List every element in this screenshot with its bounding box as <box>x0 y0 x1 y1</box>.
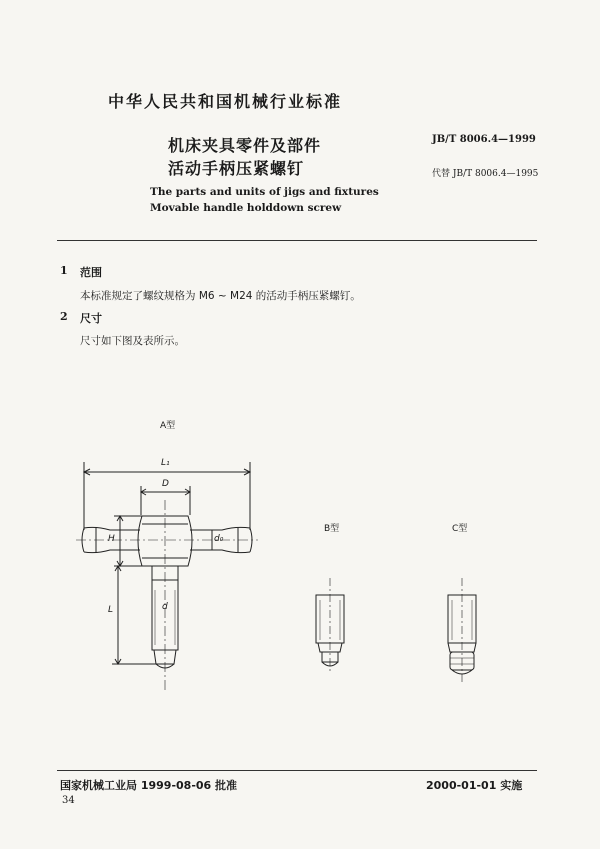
dim-label-d: D <box>162 479 169 489</box>
dim-label-l1: L₁ <box>161 458 170 468</box>
figure-label-type-a: A型 <box>160 421 176 431</box>
title-cn-line1: 机床夹具零件及部件 <box>168 136 322 155</box>
section-1-title: 范围 <box>80 266 102 279</box>
dim-label-d0: d₀ <box>214 534 224 544</box>
section-2-title: 尺寸 <box>80 312 102 325</box>
standard-number: JB/T 8006.4—1999 <box>432 134 536 145</box>
dim-label-d-thread: d <box>162 602 168 612</box>
footer-divider <box>57 770 537 771</box>
title-en-line2: Movable handle holddown screw <box>150 202 342 214</box>
figure-label-type-b: B型 <box>324 524 340 534</box>
footer-effective-date: 2000-01-01 实施 <box>426 779 523 792</box>
title-cn-line2: 活动手柄压紧螺钉 <box>168 159 305 178</box>
section-1-text: 本标准规定了螺纹规格为 M6 ~ M24 的活动手柄压紧螺钉。 <box>80 290 361 302</box>
figure-label-type-c: C型 <box>452 524 468 534</box>
footer-issuer: 国家机械工业局 1999-08-06 批准 <box>60 779 238 792</box>
page-number: 34 <box>62 795 75 806</box>
dim-label-l: L <box>108 605 114 615</box>
type-c-drawing <box>448 578 476 684</box>
dim-label-h: H <box>108 534 115 544</box>
title-en-line1: The parts and units of jigs and fixtures <box>150 186 379 198</box>
section-1-number: 1 <box>60 264 68 277</box>
section-2-number: 2 <box>60 310 68 323</box>
type-a-drawing <box>76 462 258 690</box>
replaces-standard: 代替 JB/T 8006.4—1995 <box>432 169 539 179</box>
standard-body-title: 中华人民共和国机械行业标准 <box>108 92 343 111</box>
section-2-text: 尺寸如下图及表所示。 <box>80 335 185 347</box>
type-b-drawing <box>316 578 344 672</box>
